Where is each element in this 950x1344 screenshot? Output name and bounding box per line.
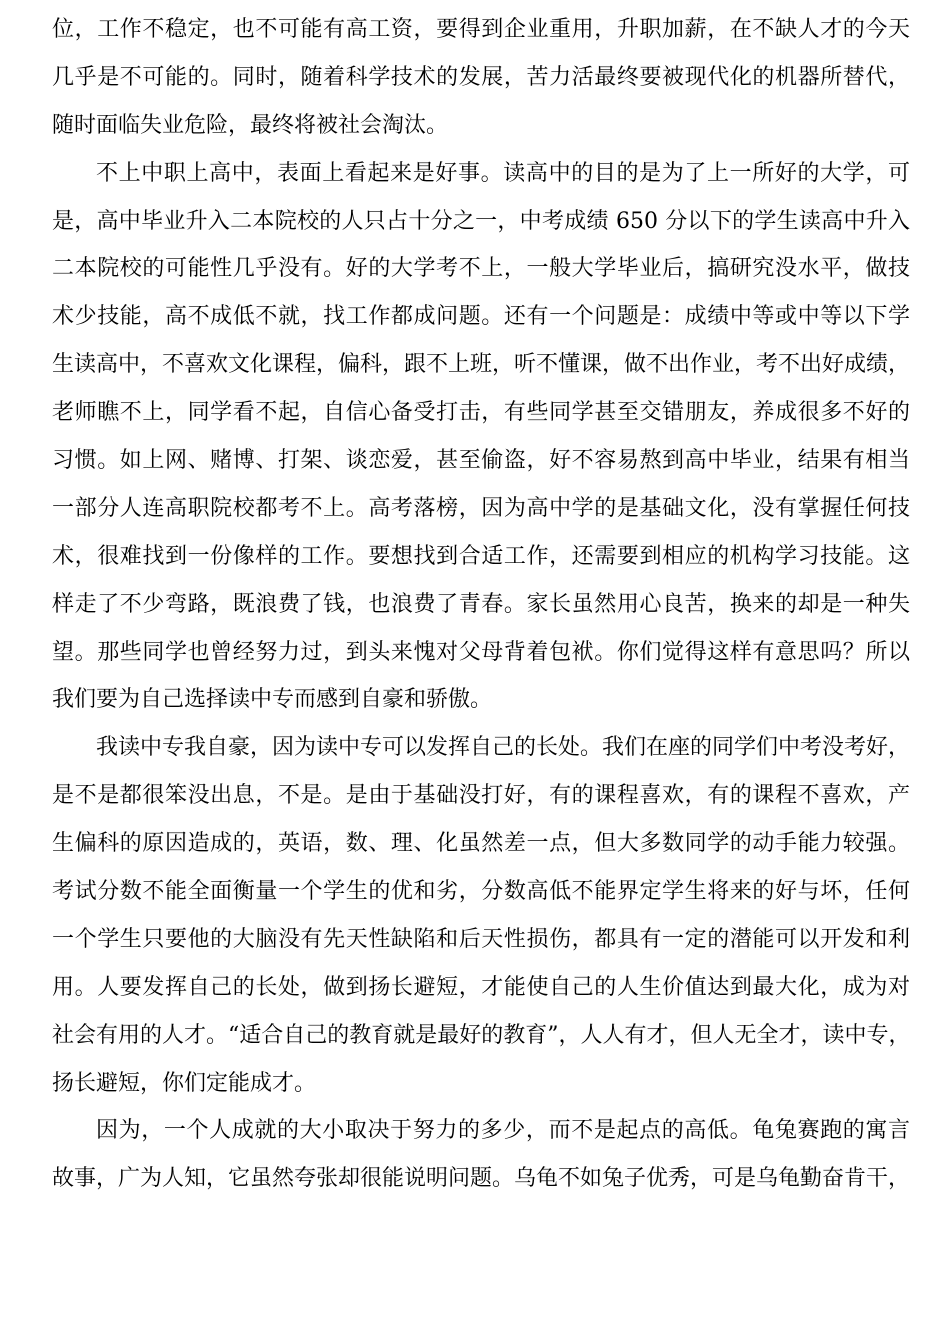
text-line: 用。人要发挥自己的长处，做到扬长避短，才能使自己的人生价值达到最大化，成为对: [52, 974, 910, 1000]
text-line: 二本院校的可能性几乎没有。好的大学考不上，一般大学毕业后，搞研究没水平，做技: [52, 256, 910, 282]
text-line: 扬长避短，你们定能成才。: [52, 1070, 317, 1096]
text-line: 随时面临失业危险，最终将被社会淘汰。: [52, 112, 449, 138]
text-line: 不上中职上高中，表面上看起来是好事。读高中的目的是为了上一所好的大学，可: [96, 160, 910, 186]
text-line: 考试分数不能全面衡量一个学生的优和劣，分数高低不能界定学生将来的好与坏，任何: [52, 879, 910, 905]
text-line: 术少技能，高不成低不就，找工作都成问题。还有一个问题是：成绩中等或中等以下学: [52, 304, 910, 330]
text-line: 位，工作不稳定，也不可能有高工资，要得到企业重用，升职加薪，在不缺人才的今天: [52, 17, 910, 42]
text-line: 我读中专我自豪，因为读中专可以发挥自己的长处。我们在座的同学们中考没考好，: [96, 735, 910, 761]
text-line: 习惯。如上网、赌博、打架、谈恋爱，甚至偷盗，好不容易熬到高中毕业，结果有相当: [52, 448, 910, 474]
text-line: 样走了不少弯路，既浪费了钱，也浪费了青春。家长虽然用心良苦，换来的却是一种失: [52, 591, 910, 617]
text-line: 因为，一个人成就的大小取决于努力的多少，而不是起点的高低。龟兔赛跑的寓言: [96, 1118, 910, 1144]
text-line: 我们要为自己选择读中专而感到自豪和骄傲。: [52, 687, 493, 713]
text-line: 一个学生只要他的大脑没有先天性缺陷和后天性损伤，都具有一定的潜能可以开发和利: [52, 926, 910, 952]
text-line: 是，高中毕业升入二本院校的人只占十分之一，中考成绩 650 分以下的学生读高中升入: [52, 208, 910, 234]
text-line: 望。那些同学也曾经努力过，到头来愧对父母背着包袱。你们觉得这样有意思吗？所以: [52, 639, 910, 665]
text-line: 生读高中，不喜欢文化课程，偏科，跟不上班，听不懂课，做不出作业，考不出好成绩，: [52, 352, 910, 378]
text-line: 生偏科的原因造成的，英语，数、理、化虽然差一点，但大多数同学的动手能力较强。: [52, 831, 910, 857]
text-line: 几乎是不可能的。同时，随着科学技术的发展，苦力活最终要被现代化的机器所替代，: [52, 64, 910, 90]
text-line: 故事，广为人知，它虽然夸张却很能说明问题。乌龟不如兔子优秀，可是乌龟勤奋肯干，: [52, 1166, 910, 1192]
text-line: 社会有用的人才。“适合自己的教育就是最好的教育”，人人有才，但人无全才，读中专，: [52, 1022, 910, 1048]
body-text: [52, 6, 910, 1203]
text-line: 是不是都很笨没出息，不是。是由于基础没打好，有的课程喜欢，有的课程不喜欢，产: [52, 783, 910, 809]
text-line: 一部分人连高职院校都考不上。高考落榜，因为高中学的是基础文化，没有掌握任何技: [52, 495, 910, 521]
text-line: 术，很难找到一份像样的工作。要想找到合适工作，还需要到相应的机构学习技能。这: [52, 543, 910, 569]
text-line: 老师瞧不上，同学看不起，自信心备受打击，有些同学甚至交错朋友，养成很多不好的: [52, 400, 910, 426]
